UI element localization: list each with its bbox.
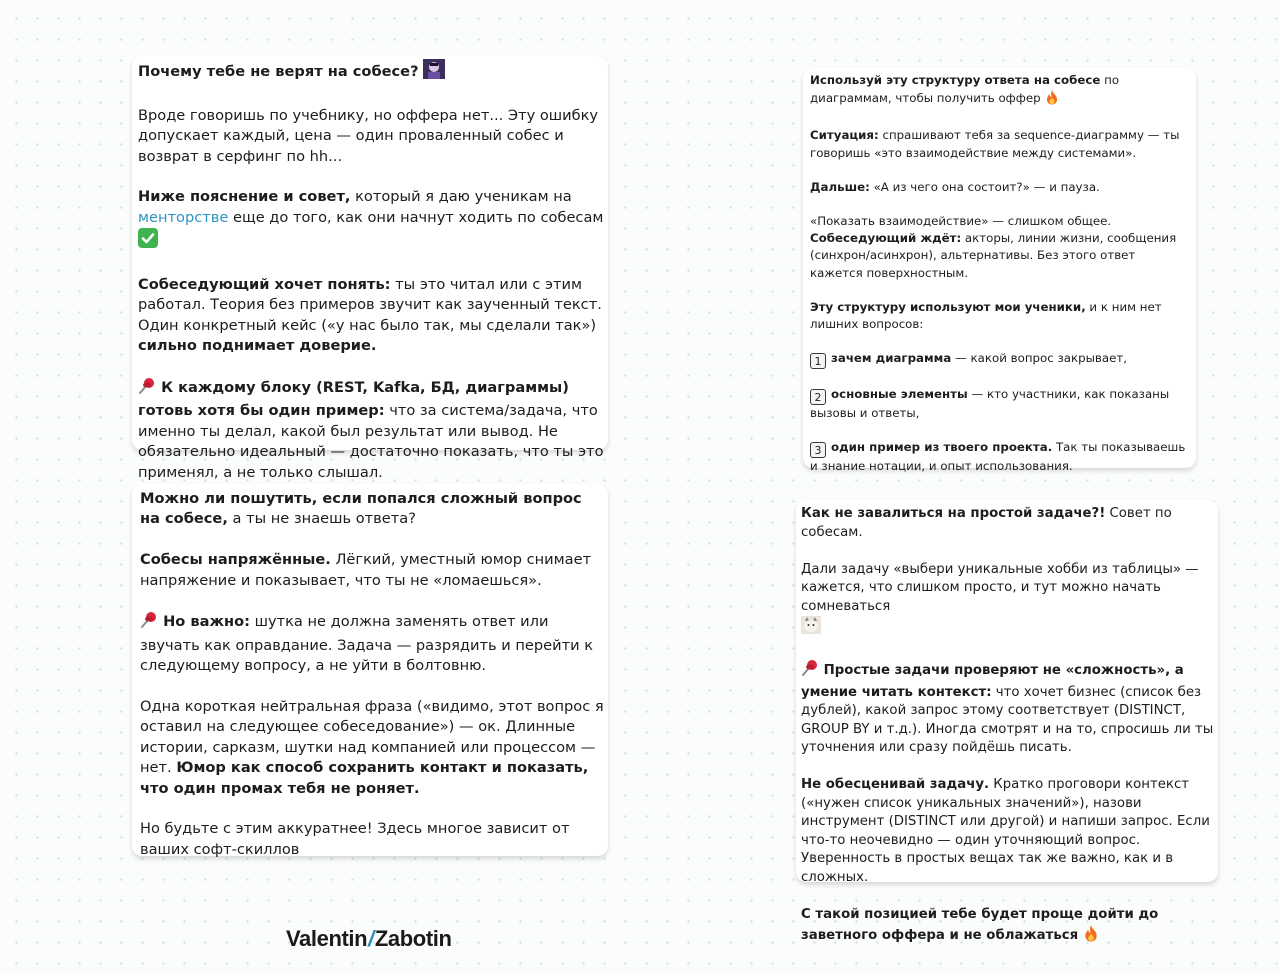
fire-icon: [1044, 89, 1060, 110]
post-tension: Собесы напряжённые. Лёгкий, уместный юмор снимает напряжение и показывает, что ты не «ломаешься».: [140, 551, 592, 589]
list-item: 2 основные элементы — кто участники, как показаны вызовы и ответы,: [810, 387, 1170, 421]
post-interviewer: Собеседующий хочет понять: ты это читал или с этим работал. Теория без примеров звучит как заученный текст. Один конкретный кейс («у нас было так, мы сделали так») сильно поднимает доверие.: [138, 276, 602, 355]
post-title: Как не завалиться на простой задаче?! Совет по собесам.: [801, 506, 1172, 540]
avatar-emoji-icon: [423, 59, 445, 85]
pushpin-icon: [140, 611, 158, 635]
brand-logo: Valentin/Zabotin: [286, 926, 452, 951]
cat-emoji-icon: [801, 616, 821, 641]
keycap-number-icon: 2: [810, 389, 826, 405]
post-context: Простые задачи проверяют не «сложность», а умение читать контекст: что хочет бизнес (список без дублей), какой запрос этому соответствует (DISTINCT, GROUP BY и т.д.). Иногда смотрят и на то, спросишь ли ты уточнения или сразу пойдёшь писать.: [801, 659, 1214, 758]
post-phrase-tip: Одна короткая нейтральная фраза («видимо, этот вопрос я оставил на следующее собеседование») — ок. Длинные истории, сарказм, шутки над компанией или процессом — нет. Юмор как способ сохранить контакт и показать, что один промах тебя не роняет.: [140, 698, 604, 797]
list-item: 1 зачем диаграмма — какой вопрос закрывает,: [810, 350, 1190, 369]
check-mark-icon: [138, 228, 158, 254]
post-card-simple-task: [796, 500, 1218, 943]
post-expectation: «Показать взаимодействие» — слишком общее. Собеседующий ждёт: акторы, линии жизни, сообщения (синхрон/асинхрон), альтернативы. Без этого ответ кажется поверхностным.: [810, 214, 1177, 280]
post-caution: Но будьте с этим аккуратнее! Здесь многое зависит от ваших софт-скиллов: [140, 820, 570, 858]
pushpin-icon: [801, 659, 819, 684]
post-next: Дальше: «А из чего она состоит?» — и пауза.: [810, 179, 1100, 194]
pushpin-icon: [138, 377, 156, 401]
post-card-humor: [132, 484, 608, 856]
post-example-tip: К каждому блоку (REST, Kafka, БД, диаграммы) готовь хотя бы один пример: что за система/задача, что именно ты делал, какой был результат или вывод. Не обязательно идеальный — достаточно показать, что ты это применял, а не только слышал.: [138, 379, 604, 481]
post-students: Эту структуру используют мои ученики, и к ним нет лишних вопросов:: [810, 299, 1162, 332]
post-card-why-not-trusted: [132, 56, 608, 481]
post-task: Дали задачу «выбери уникальные хобби из таблицы» — кажется, что слишком просто, и тут можно начать сомневаться: [801, 561, 1214, 641]
post-advice: Ниже пояснение и совет, который я даю ученикам на менторстве еще до того, как они начнут ходить по собесам: [138, 187, 604, 254]
post-important: Но важно: шутка не должна заменять ответ или звучать как оправдание. Задача — разрядить и перейти к следующему вопросу, а не уйти в болтовню.: [140, 613, 594, 675]
fire-icon: [1082, 924, 1100, 949]
post-situation: Ситуация: спрашивают тебя за sequence-диаграмму — ты говоришь «это взаимодействие между системами».: [810, 128, 1180, 160]
post-structure-intro: Используй эту структуру ответа на собесе по диаграммам, чтобы получить оффер: [810, 72, 1190, 110]
keycap-number-icon: 1: [810, 353, 826, 369]
post-question: Можно ли пошутить, если попался сложный вопрос на собесе, а ты не знаешь ответа?: [140, 490, 582, 528]
mentorship-link[interactable]: менторстве: [138, 208, 229, 226]
keycap-number-icon: 3: [810, 442, 826, 458]
post-dont-devalue: Не обесценивай задачу. Кратко проговори контекст («нужен список уникальных значений»), назови инструмент (DISTINCT или другой) и напиши запрос. Если что-то неочевидно — один уточняющий вопрос. Уверенность в простых вещах так же важно, как и в сложных.: [801, 777, 1210, 885]
post-conclusion: С такой позицией тебе будет проще дойти до заветного оффера и не облажаться: [801, 906, 1214, 949]
post-card-diagrams: [803, 68, 1196, 474]
post-title: Почему тебе не верят на собесе?: [138, 59, 604, 85]
list-item: 3 один пример из твоего проекта. Так ты показываешь и знание нотации, и опыт использования.: [810, 440, 1186, 474]
post-intro: Вроде говоришь по учебнику, но оффера нет... Эту ошибку допускает каждый, цена — один проваленный собес и возврат в серфинг по hh...: [138, 106, 599, 165]
